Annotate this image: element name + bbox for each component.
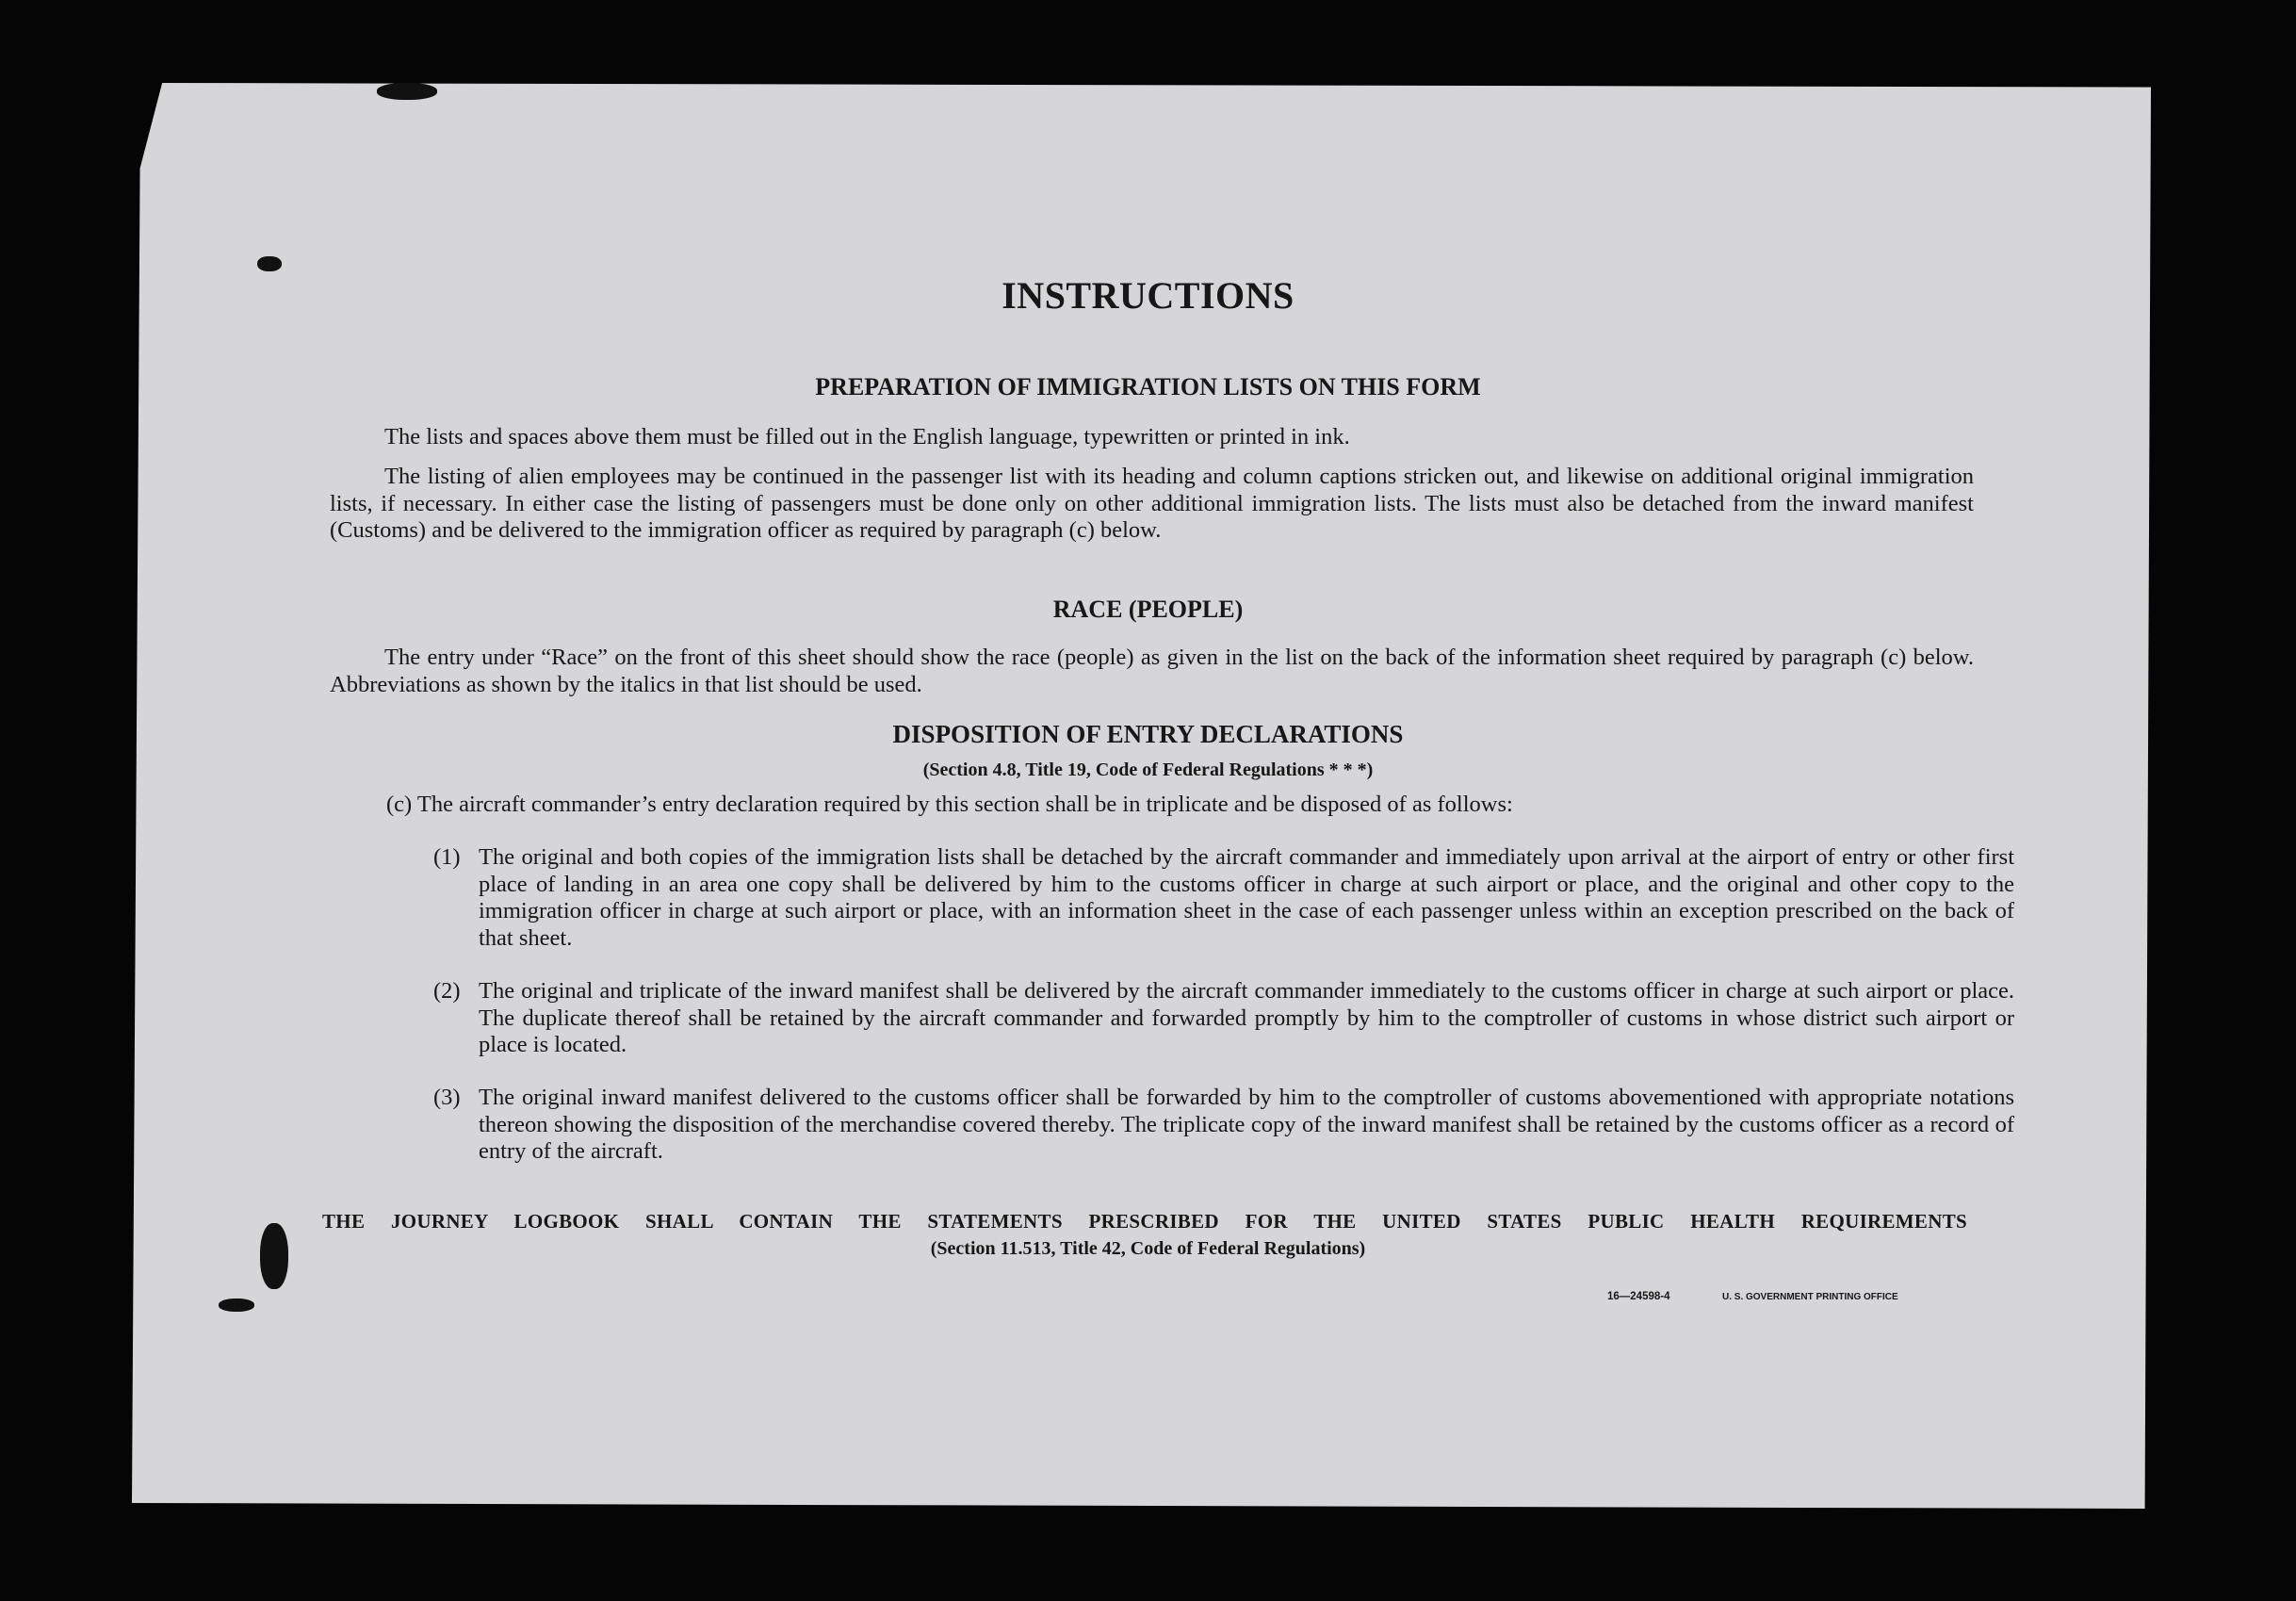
footer-citation: (Section 11.513, Title 42, Code of Federal Regulations)	[930, 1238, 1366, 1259]
scan-blot	[257, 256, 282, 271]
scan-blot	[219, 1299, 254, 1312]
list-item-number: (2)	[433, 978, 461, 1004]
page-title: INSTRUCTIONS	[1001, 274, 1295, 317]
paragraph-alien-employees: The listing of alien employees may be continued in the passenger list with its heading and column captions stricken out, and likewise on additional original immigration lists, if necessary. In either case the listing of passengers must be done only on other additional immigration lists. The lists must also be detached from the inward manifest (Customs) and be delivered to the immigration officer as required by paragraph (c) below.	[330, 464, 1974, 543]
section-heading-preparation: PREPARATION OF IMMIGRATION LISTS ON THIS FORM	[815, 373, 1481, 400]
section-heading-disposition: DISPOSITION OF ENTRY DECLARATIONS	[892, 720, 1404, 748]
list-item-1	[433, 844, 2014, 952]
list-item-number: (3)	[433, 1085, 461, 1110]
scan-blot	[377, 83, 437, 100]
paragraph-intro-c: (c) The aircraft commander’s entry declaration required by this section shall be in triplicate and be disposed of as follows:	[386, 792, 1513, 817]
list-item-2	[433, 978, 2014, 1059]
footer-statement: THE JOURNEY LOGBOOK SHALL CONTAIN THE STATEMENTS PRESCRIBED FOR THE UNITED STATES PUBLIC HEALTH REQUIREMENTS	[322, 1210, 1967, 1233]
paragraph-race-entry: The entry under “Race” on the front of this sheet should show the race (people) as given in the list on the back of the information sheet required by paragraph (c) below. Abbreviations as shown by the italics in that list should be used.	[330, 645, 1974, 697]
list-item-text: The original and triplicate of the inward manifest shall be delivered by the aircraft commander immediately to the customs officer in charge at such airport or place. The duplicate thereof shall be retained by the aircraft commander and forwarded promptly by him to the comptroller of customs in whose district such airport or place is located.	[479, 978, 2014, 1057]
section-heading-race: RACE (PEOPLE)	[1052, 596, 1244, 623]
list-item-number: (1)	[433, 844, 461, 870]
list-item-text: The original and both copies of the immigration lists shall be detached by the aircraft commander and immediately upon arrival at the airport of entry or other first place of landing in an area one copy shall be delivered by him to the customs officer in charge at such airport or place, and the original and other copy to the immigration officer in charge at such airport or place, with an information sheet in the case of each passenger unless within an exception prescribed on the back of that sheet.	[479, 844, 2014, 951]
section-citation: (Section 4.8, Title 19, Code of Federal Regulations * * *)	[922, 760, 1374, 780]
list-item-3	[433, 1085, 2014, 1166]
list-item-text: The original inward manifest delivered to the customs officer shall be forwarded by him to the comptroller of customs abovementioned with appropriate notations thereon showing the disposition of the merchandise covered thereby. The triplicate copy of the inward manifest shall be retained by the customs officer as a record of entry of the aircraft.	[479, 1085, 2014, 1164]
printer-credit: U. S. GOVERNMENT PRINTING OFFICE	[1722, 1292, 1898, 1302]
paragraph-english-language: The lists and spaces above them must be filled out in the English language, typewritten or printed in ink.	[384, 424, 1350, 449]
form-number: 16—24598-4	[1607, 1291, 1670, 1302]
